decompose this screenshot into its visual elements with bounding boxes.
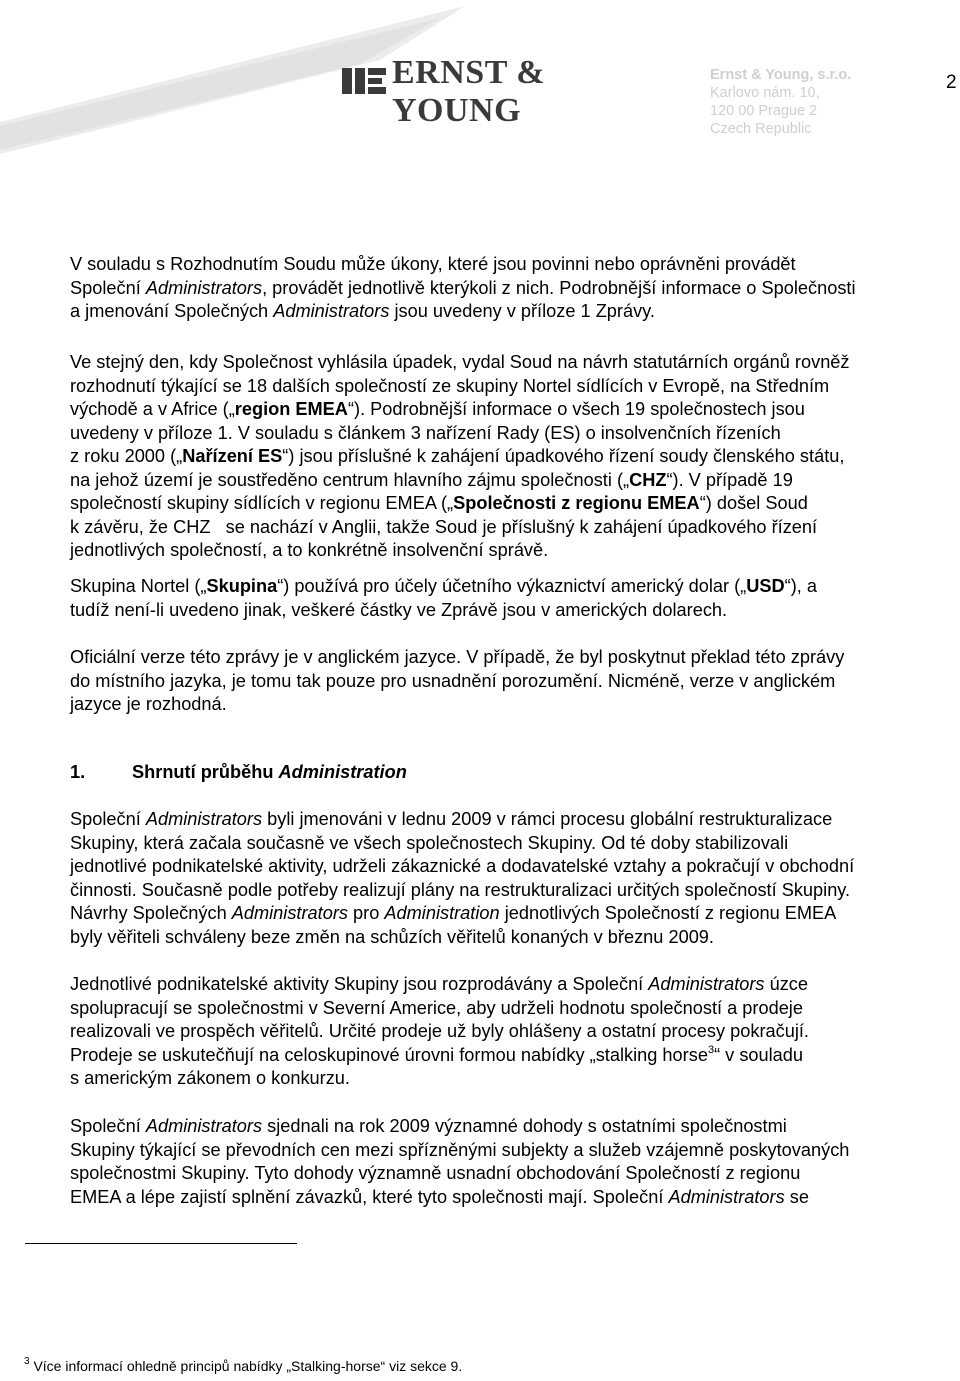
text-segment: společností skupiny sídlících v regionu EMEA („	[70, 493, 454, 513]
paragraph-agreements	[70, 1115, 950, 1209]
page-number: 2	[946, 72, 957, 93]
text-segment: Administrators	[145, 809, 263, 829]
text-line	[70, 670, 950, 694]
text-segment: “). Podrobnější informace o všech 19 společnostech jsou	[347, 399, 805, 419]
text-line	[70, 902, 950, 926]
text-segment: Administrators	[231, 903, 348, 923]
footnote-text: Více informací ohledně principů nabídky „Stalking-horse“ viz sekce 9.	[29, 1358, 463, 1374]
address-line: Czech Republic	[710, 121, 812, 137]
text-segment: Administrators	[648, 974, 765, 994]
text-segment: jazyce je rozhodná.	[70, 694, 227, 714]
text-segment: Prodeje se uskutečňují na celoskupinové úrovni formou nabídky „stalking horse	[70, 1044, 708, 1065]
ernst-young-logo	[0, 0, 640, 160]
text-segment: Jednotlivé podnikatelské aktivity Skupiny jsou rozprodávány a Společní	[70, 974, 649, 994]
text-segment: společnostmi Skupiny. Tyto dohody významně usnadní obchodování Společností z regionu	[70, 1163, 801, 1183]
text-segment: 3	[707, 1043, 715, 1056]
text-segment: Ve stejný den, kdy Společnost vyhlásila úpadek, vydal Soud na návrh statutárních orgánů rovněž	[70, 352, 850, 372]
text-line	[70, 599, 950, 623]
text-line	[70, 646, 950, 670]
text-line	[70, 855, 950, 879]
text-segment: jednotlivé podnikatelské aktivity, udrželi zákaznické a dodavatelské vztahy a pokračují v obchodní	[70, 856, 855, 876]
text-segment: Společní	[70, 277, 146, 298]
text-segment: V souladu s Rozhodnutím Soudu může úkony, které jsou povinni nebo oprávněni provádět	[70, 254, 796, 274]
text-segment: Nařízení ES	[182, 446, 283, 466]
text-line	[70, 879, 950, 903]
text-line	[70, 445, 950, 469]
text-segment: Návrhy Společných	[70, 903, 232, 923]
text-line	[70, 516, 950, 540]
text-segment: a jmenování Společných	[70, 301, 274, 321]
text-line	[70, 492, 950, 516]
text-segment: jednotlivých společností, a to konkrétně insolvenční správě.	[70, 540, 549, 560]
text-segment: pro	[347, 903, 385, 923]
text-segment: se	[784, 1186, 809, 1207]
text-line	[70, 808, 950, 832]
text-segment: “ v souladu	[714, 1044, 804, 1065]
text-line	[70, 1186, 950, 1210]
text-line	[70, 1067, 950, 1091]
paragraph-sales	[70, 973, 950, 1091]
text-segment: k závěru, že CHZ se nachází v Anglii, takže Soud je příslušný k zahájení úpadkového řízení	[70, 516, 818, 537]
address-line: 120 00 Prague 2	[710, 103, 818, 119]
text-segment: byli jmenováni v lednu 2009 v rámci procesu globální restrukturalizace	[262, 809, 833, 829]
text-line	[70, 277, 950, 301]
text-segment: uvedeny v příloze 1. V souladu s článkem 3 nařízení Rady (ES) o insolvenčních řízeních	[70, 422, 781, 443]
section-title-italic: Administration	[278, 762, 407, 782]
text-segment: EMEA a lépe zajistí splnění závazků, které tyto společnosti mají. Společní	[70, 1186, 669, 1207]
text-segment: Skupina	[206, 576, 278, 596]
footnote-mark: 3	[24, 1356, 30, 1367]
text-segment: USD	[746, 576, 785, 596]
text-line	[70, 926, 950, 950]
text-line	[70, 693, 950, 717]
text-segment: úzce	[764, 974, 809, 994]
text-segment: Administrators	[145, 277, 263, 298]
text-segment: “). V případě 19	[666, 469, 793, 490]
text-segment: Administration	[384, 903, 500, 923]
text-line	[70, 1020, 950, 1044]
text-segment: realizovali ve prospěch věřitelů. Určité prodeje už byly ohlášeny a ostatní procesy pokračují.	[70, 1021, 809, 1041]
text-line	[70, 1162, 950, 1186]
section-number: 1.	[70, 762, 86, 782]
section-heading	[70, 762, 407, 783]
text-segment: Administrators	[273, 301, 390, 321]
section-title: Shrnutí průběhu	[132, 762, 279, 782]
text-line	[70, 422, 950, 446]
text-segment: na jehož území je soustředěno centrum hlavního zájmu společnosti („	[70, 469, 630, 490]
text-line	[70, 300, 950, 324]
logo-wordmark: ERNST & YOUNG	[392, 54, 546, 129]
text-line	[70, 375, 950, 399]
text-segment: Společní	[70, 809, 146, 829]
paragraph-language	[70, 646, 950, 717]
paragraph-emea-region	[70, 351, 950, 563]
text-line	[70, 539, 950, 563]
text-segment: Skupiny, která začala současně ve všech společnostech Skupiny. Od té doby stabilizovali	[70, 832, 789, 853]
text-segment: region EMEA	[234, 399, 348, 419]
text-segment: jednotlivých Společností z regionu EMEA	[499, 903, 837, 923]
text-segment: z roku 2000 („	[70, 446, 183, 466]
text-line	[70, 832, 950, 856]
text-segment: Skupiny týkající se převodních cen mezi spřízněnými subjekty a služeb vzájemně poskytovaných	[70, 1139, 850, 1160]
footnote	[24, 1358, 462, 1374]
text-segment: “), a	[784, 576, 817, 596]
text-line	[70, 398, 950, 422]
text-segment: byly věřiteli schváleny beze změn na schůzích věřitelů konaných v březnu 2009.	[70, 926, 714, 947]
text-segment: “) používá pro účely účetního výkaznictví americký dolar („	[277, 576, 747, 596]
address-line: Karlovo nám. 10,	[710, 85, 820, 101]
text-segment: “) došel Soud	[699, 493, 808, 513]
paragraph-summary	[70, 808, 950, 949]
text-segment: Společní	[70, 1116, 146, 1136]
text-segment: Administrators	[145, 1116, 263, 1136]
text-segment: do místního jazyka, je tomu tak pouze pro usnadnění porozumění. Nicméně, verze v anglickém	[70, 670, 836, 691]
text-segment: Administrators	[668, 1186, 785, 1207]
company-address	[710, 66, 851, 138]
text-segment: Oficiální verze této zprávy je v anglickém jazyce. V případě, že byl poskytnut překlad této zprávy	[70, 647, 845, 667]
text-segment: CHZ	[629, 469, 667, 490]
footnote-separator	[25, 1243, 297, 1244]
text-segment: činnosti. Současně podle potřeby realizují plány na restrukturalizaci určitých společností Skupiny.	[70, 879, 851, 900]
text-line	[70, 973, 950, 997]
text-line	[70, 575, 950, 599]
text-segment: Společnosti z regionu EMEA	[453, 493, 700, 513]
text-segment: jsou uvedeny v příloze 1 Zprávy.	[389, 301, 655, 321]
text-line	[70, 1044, 950, 1068]
text-segment: sjednali na rok 2009 významné dohody s ostatními společnostmi	[262, 1116, 787, 1136]
text-segment: východě a v Africe („	[70, 399, 235, 419]
text-segment: “) jsou příslušné k zahájení úpadkového řízení soudy členského státu,	[282, 446, 845, 466]
text-segment: rozhodnutí týkající se 18 dalších společností ze skupiny Nortel sídlících v Evropě, na Středním	[70, 375, 830, 396]
address-line: Ernst & Young, s.r.o.	[710, 67, 852, 83]
text-segment: s americkým zákonem o konkurzu.	[70, 1068, 350, 1088]
text-line	[70, 1139, 950, 1163]
text-line	[70, 997, 950, 1021]
paragraph-currency	[70, 575, 950, 622]
text-segment: Skupina Nortel („	[70, 576, 207, 596]
text-line	[70, 351, 950, 375]
text-line	[70, 469, 950, 493]
paragraph-administrators	[70, 253, 950, 324]
text-line	[70, 1115, 950, 1139]
text-segment: tudíž není-li uvedeno jinak, veškeré částky ve Zprávě jsou v amerických dolarech.	[70, 599, 728, 620]
text-segment: , provádět jednotlivě kterýkoli z nich. Podrobnější informace o Společnosti	[262, 277, 856, 298]
text-line	[70, 253, 950, 277]
text-segment: spolupracují se společnostmi v Severní Americe, aby udrželi hodnotu společností a prodeje	[70, 997, 803, 1018]
